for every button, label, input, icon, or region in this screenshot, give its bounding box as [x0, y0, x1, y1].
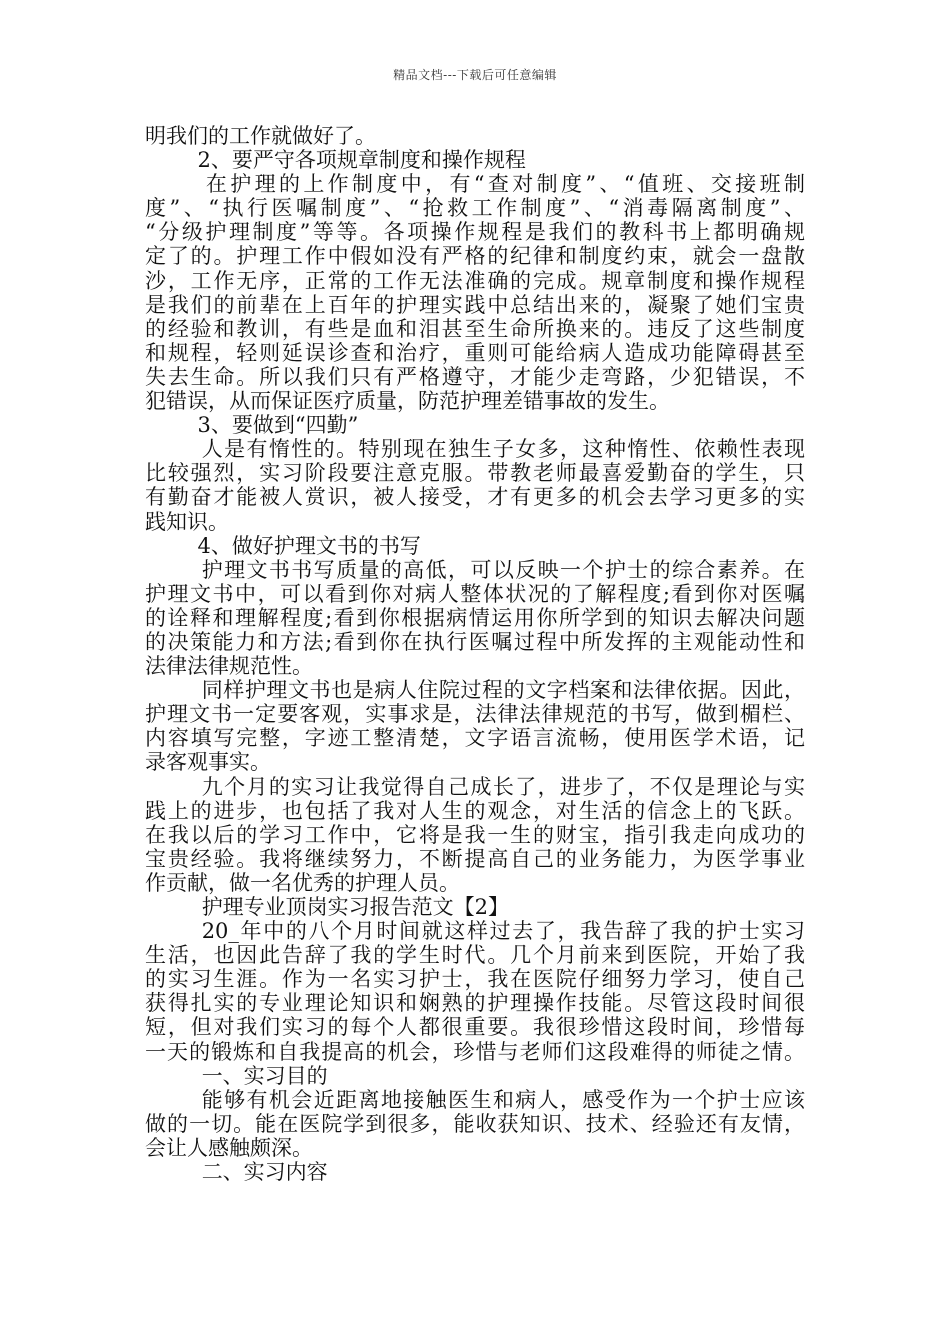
- text-line: 定了的。护理工作中假如没有严格的纪律和制度约束，就会一盘散: [145, 244, 805, 269]
- text-line: 同样护理文书也是病人住院过程的文字档案和法律依据。因此，: [201, 678, 805, 703]
- text-line: “分级护理制度”等等。各项操作规程是我们的教科书上都明确规: [145, 220, 805, 245]
- text-line: 会让人感触颇深。: [145, 1135, 313, 1160]
- text-line: 作贡献，做一名优秀的护理人员。: [145, 870, 460, 895]
- text-line: 失去生命。所以我们只有严格遵守，才能少走弯路，少犯错误，不: [145, 364, 805, 389]
- text-line: 20_年中的八个月时间就这样过去了，我告辞了我的护士实习: [201, 919, 805, 944]
- text-line: 人是有惰性的。特别现在独生子女多，这种惰性、依赖性表现: [201, 437, 805, 462]
- text-line: 践上的进步，也包括了我对人生的观念，对生活的信念上的飞跃。: [145, 798, 805, 823]
- text-line: 录客观事实。: [145, 750, 271, 775]
- text-line: 二、实习内容: [201, 1160, 328, 1185]
- text-line: 做的一切。能在医院学到很多，能收获知识、技术、经验还有友情，: [145, 1111, 805, 1136]
- text-line: 的经验和教训，有些是血和泪甚至生命所换来的。违反了这些制度: [145, 316, 805, 341]
- text-line: 比较强烈，实习阶段要注意克服。带教老师最喜爱勤奋的学生，只: [145, 461, 805, 486]
- page-header: 精品文档---下载后可任意编辑: [393, 68, 557, 82]
- text-line: 宝贵经验。我将继续努力，不断提高自己的业务能力，为医学事业: [145, 846, 805, 871]
- text-line: 的决策能力和方法;看到你在执行医嘱过程中所发挥的主观能动性和: [145, 629, 805, 654]
- text-line: 获得扎实的专业理论知识和娴熟的护理操作技能。尽管这段时间很: [145, 991, 805, 1016]
- text-line: 一、实习目的: [201, 1063, 328, 1088]
- text-line: 在我以后的学习工作中，它将是我一生的财宝，指引我走向成功的: [145, 822, 805, 847]
- text-line: 九个月的实习让我觉得自己成长了，进步了，不仅是理论与实: [201, 774, 805, 799]
- text-line: 护理文书书写质量的高低，可以反映一个护士的综合素养。在: [201, 557, 805, 582]
- text-line: 内容填写完整，字迹工整清楚，文字语言流畅，使用医学术语，记: [145, 726, 805, 751]
- text-line: 4、做好护理文书的书写: [197, 533, 421, 558]
- text-line: 有勤奋才能被人赏识，被人接受，才有更多的机会去学习更多的实: [145, 485, 805, 510]
- text-line: 2、要严守各项规章制度和操作规程: [197, 148, 526, 173]
- text-line: 短，但对我们实习的每个人都很重要。我很珍惜这段时间，珍惜每: [145, 1015, 805, 1040]
- text-line: 3、要做到“四勤”: [197, 413, 359, 438]
- text-line: 一天的锻炼和自我提高的机会，珍惜与老师们这段难得的师徒之情。: [145, 1039, 805, 1064]
- text-line: 生活，也因此告辞了我的学生时代。几个月前来到医院，开始了我: [145, 943, 805, 968]
- text-line: 护理文书一定要客观，实事求是，法律法律规范的书写，做到楣栏、: [145, 702, 805, 727]
- text-line: 度”、“执行医嘱制度”、“抢救工作制度”、“消毒隔离制度”、: [145, 196, 805, 221]
- text-line: 明我们的工作就做好了。: [145, 124, 376, 148]
- text-line: 犯错误，从而保证医疗质量，防范护理差错事故的发生。: [145, 389, 670, 414]
- text-line: 的实习生涯。作为一名实习护士，我在医院仔细努力学习，使自己: [145, 967, 805, 992]
- text-line: 护理文书中，可以看到你对病人整体状况的了解程度;看到你对医嘱: [145, 581, 805, 606]
- text-line: 是我们的前辈在上百年的护理实践中总结出来的，凝聚了她们宝贵: [145, 292, 805, 317]
- text-line: 践知识。: [145, 509, 229, 534]
- document-body: [145, 124, 805, 1184]
- text-line: 在护理的上作制度中，有“查对制度”、“值班、交接班制: [205, 172, 805, 197]
- text-line: 护理专业顶岗实习报告范文【2】: [201, 895, 510, 919]
- text-line: 的诠释和理解程度;看到你根据病情运用你所学到的知识去解决问题: [145, 605, 805, 630]
- text-line: 能够有机会近距离地接触医生和病人，感受作为一个护士应该: [201, 1087, 805, 1112]
- text-line: 和规程，轻则延误诊查和治疗，重则可能给病人造成功能障碍甚至: [145, 340, 805, 365]
- text-line: 法律法律规范性。: [145, 654, 313, 679]
- text-line: 沙，工作无序，正常的工作无法准确的完成。规章制度和操作规程: [145, 268, 805, 293]
